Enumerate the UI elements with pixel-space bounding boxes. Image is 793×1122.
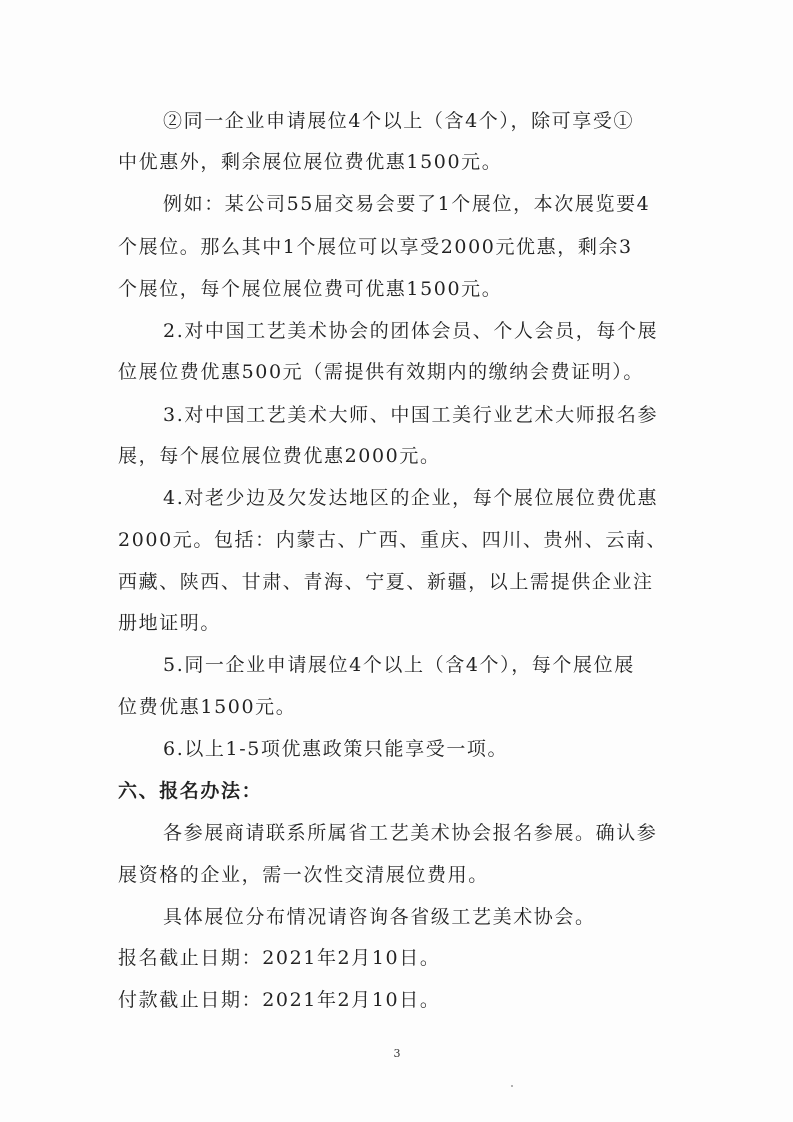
text-line: 个展位。那么其中1个展位可以享受2000元优惠，剩余3	[118, 236, 633, 258]
text-line: 展，每个展位展位费优惠2000元。	[118, 445, 441, 467]
section-heading: 六、报名办法：	[118, 780, 263, 802]
registration-deadline: 报名截止日期：2021年2月10日。	[118, 947, 441, 969]
text-line: 位费优惠1500元。	[118, 696, 297, 718]
text-line: 5.同一企业申请展位4个以上（含4个），每个展位展	[163, 654, 635, 676]
text-line: 具体展位分布情况请咨询各省级工艺美术协会。	[163, 906, 596, 928]
text-line: 4.对老少边及欠发达地区的企业，每个展位展位费优惠	[163, 487, 659, 509]
text-line: 展资格的企业，需一次性交清展位费用。	[118, 864, 489, 886]
text-line: 个展位，每个展位展位费可优惠1500元。	[118, 278, 503, 300]
text-line: 位展位费优惠500元（需提供有效期内的缴纳会费证明）。	[118, 361, 644, 383]
payment-deadline: 付款截止日期：2021年2月10日。	[118, 989, 441, 1011]
text-line: 6.以上1-5项优惠政策只能享受一项。	[163, 738, 509, 760]
text-line: 册地证明。	[118, 612, 222, 634]
text-line: ②同一企业申请展位4个以上（含4个），除可享受①	[163, 110, 635, 132]
text-line: 2000元。包括：内蒙古、广西、重庆、四川、贵州、云南、	[118, 529, 668, 551]
text-line: 各参展商请联系所属省工艺美术协会报名参展。确认参	[163, 822, 658, 844]
text-line: 西藏、陕西、甘肃、青海、宁夏、新疆，以上需提供企业注	[118, 571, 654, 593]
text-line: 3.对中国工艺美术大师、中国工美行业艺术大师报名参	[163, 404, 659, 426]
text-line: 中优惠外，剩余展位展位费优惠1500元。	[118, 151, 503, 173]
page-number: 3	[393, 1047, 401, 1060]
scan-speck	[511, 1085, 513, 1087]
text-line: 2.对中国工艺美术协会的团体会员、个人会员，每个展	[163, 320, 659, 342]
text-line: 例如：某公司55届交易会要了1个展位，本次展览要4	[163, 193, 651, 215]
